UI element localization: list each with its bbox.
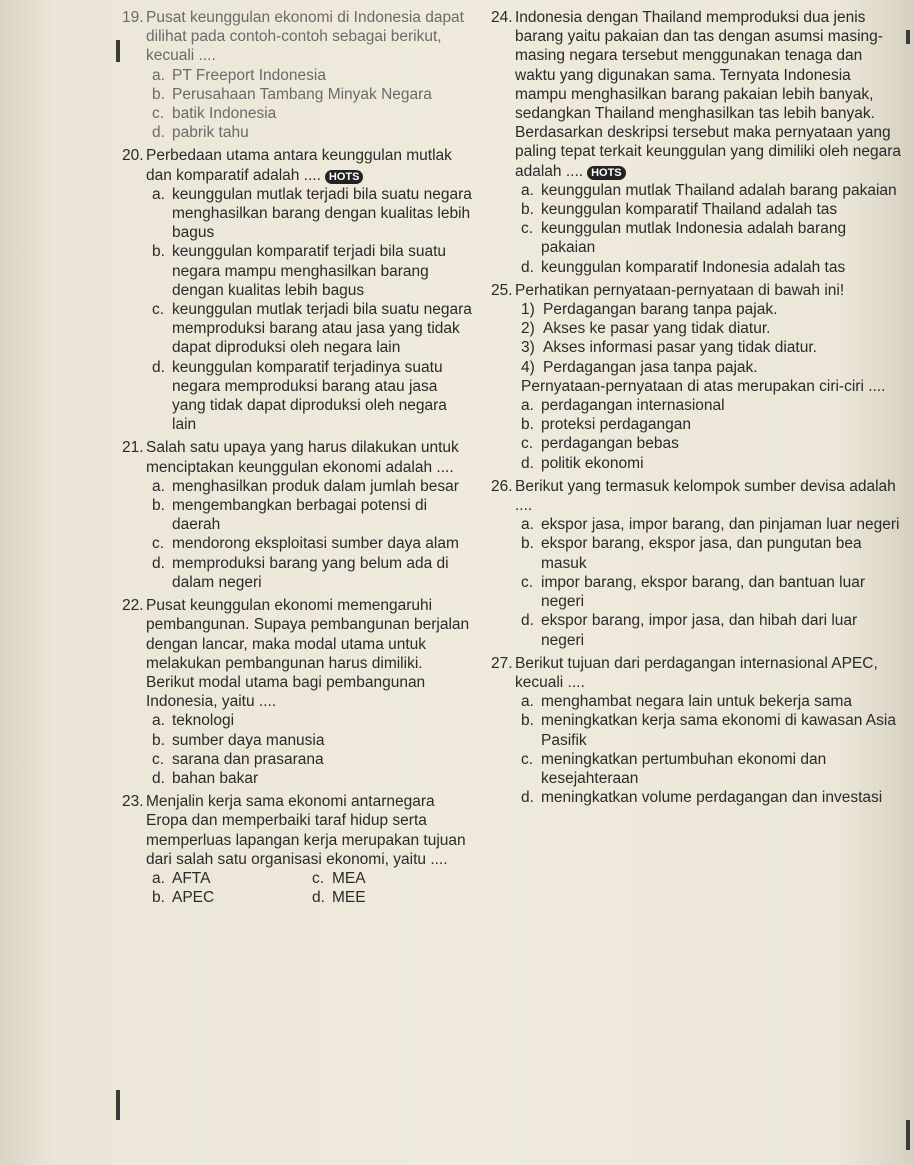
option-text: APEC [172, 889, 215, 907]
question-stem: Berikut yang termasuk kelompok sumber devisa adalah .... [515, 477, 896, 515]
option-letter: d. [521, 612, 534, 630]
option-letter: d. [521, 454, 534, 472]
option-b [122, 242, 472, 300]
option-letter: c. [521, 573, 534, 591]
option-b [152, 888, 312, 907]
option-letter: a. [152, 869, 165, 887]
question-stem: Pusat keunggulan ekonomi di Indonesia dapat dilihat pada contoh-contoh sebagai berikut, kecuali .... [146, 9, 464, 65]
option-letter: b. [521, 712, 534, 730]
question-number: 20. [122, 147, 144, 165]
option-text: keunggulan mutlak terjadi bila suatu negara menghasilkan barang dengan kualitas lebih bagus [172, 185, 472, 242]
option-text: keunggulan komparatif terjadi bila suatu negara mampu menghasilkan barang dengan kualitas lebih bagus [172, 243, 447, 299]
option-text: sarana dan prasarana [172, 750, 324, 768]
option-letter: 2) [521, 320, 535, 338]
option-letter: b. [152, 243, 165, 261]
question-20 [122, 146, 472, 434]
option-c [122, 534, 472, 553]
option-d [122, 358, 472, 435]
statement-item [491, 319, 903, 338]
option-text: keunggulan komparatif terjadinya suatu negara memproduksi barang atau jasa yang tidak dapat diproduksi oleh negara lain [172, 358, 447, 434]
option-letter: d. [152, 124, 165, 142]
option-c [122, 300, 472, 358]
option-a [491, 181, 903, 200]
option-a [122, 66, 472, 85]
option-text: Perdagangan barang tanpa pajak. [543, 301, 778, 319]
option-text: keunggulan komparatif Thailand adalah tas [541, 201, 838, 219]
option-b [122, 731, 472, 750]
right-column [491, 8, 903, 811]
option-letter: 3) [521, 339, 535, 357]
question-number: 22. [122, 597, 144, 615]
option-letter: b. [152, 889, 165, 907]
question-stem: Perbedaan utama antara keunggulan mutlak dan komparatif adalah .... HOTS [146, 147, 452, 184]
option-text: Perdagangan jasa tanpa pajak. [543, 358, 758, 376]
option-letter: b. [152, 497, 165, 515]
option-a [122, 477, 472, 496]
option-letter: d. [521, 258, 534, 276]
option-letter: d. [312, 889, 325, 907]
option-text: bahan bakar [172, 769, 259, 787]
option-d [122, 769, 472, 788]
question-number: 23. [122, 793, 144, 811]
option-text: meningkatkan volume perdagangan dan investasi [541, 789, 883, 807]
option-c [122, 750, 472, 769]
page-edge-mark [906, 1120, 910, 1150]
question-22 [122, 596, 472, 788]
option-a [122, 185, 472, 243]
option-text: sumber daya manusia [172, 731, 325, 749]
option-text: Perusahaan Tambang Minyak Negara [172, 85, 432, 103]
option-c [491, 219, 903, 257]
page-edge-mark [116, 40, 120, 62]
question-24 [491, 8, 903, 277]
question-stem: Indonesia dengan Thailand memproduksi dua jenis barang yaitu pakaian dan tas dengan asumsi masing-masing negara tersebut menggunakan tenaga dan waktu yang digunakan sama. Ternyata Indonesia mampu menghasilkan barang pakaian lebih banyak, sedangkan Thailand menghasilkan tas lebih banyak. Berdasarkan deskripsi tersebut maka pernyataan yang paling tepat terkait keunggulan yang dimiliki oleh negara adalah .... HOTS [515, 9, 902, 180]
option-text: keunggulan mutlak terjadi bila suatu negara memproduksi barang atau jasa yang tidak dapat diproduksi oleh negara lain [172, 301, 472, 357]
option-text: mendorong eksploitasi sumber daya alam [172, 535, 459, 553]
option-letter: a. [152, 66, 165, 84]
option-letter: c. [152, 750, 165, 768]
question-stem: Berikut tujuan dari perdagangan internasional APEC, kecuali .... [515, 654, 878, 691]
option-text: perdagangan bebas [541, 435, 679, 453]
option-d [491, 454, 903, 473]
option-letter: b. [521, 201, 534, 219]
option-text: teknologi [172, 712, 235, 730]
statement-item [491, 358, 903, 377]
option-b [491, 200, 903, 219]
option-text: PT Freeport Indonesia [172, 66, 326, 84]
option-d [122, 554, 472, 592]
statement-item [491, 338, 903, 357]
option-a [122, 711, 472, 730]
option-a [491, 692, 903, 711]
question-23 [122, 792, 472, 907]
option-text: meningkatkan kerja sama ekonomi di kawasan Asia Pasifik [541, 712, 896, 749]
option-letter: c. [521, 435, 534, 453]
option-letter: a. [521, 397, 534, 415]
option-letter: a. [521, 516, 534, 534]
option-text: menghasilkan produk dalam jumlah besar [172, 477, 459, 495]
option-letter: b. [152, 731, 165, 749]
option-text: mengembangkan berbagai potensi di daerah [172, 497, 428, 534]
option-letter: b. [152, 85, 165, 103]
option-letter: b. [521, 416, 534, 434]
options-row [122, 869, 472, 888]
option-letter: c. [312, 869, 325, 887]
question-26 [491, 477, 903, 650]
option-text: meningkatkan pertumbuhan ekonomi dan kesejahteraan [541, 750, 827, 787]
option-text: pabrik tahu [172, 124, 249, 142]
option-letter: d. [521, 789, 534, 807]
option-letter: a. [152, 477, 165, 495]
option-d [491, 788, 903, 807]
question-27 [491, 654, 903, 808]
option-text: menghambat negara lain untuk bekerja sama [541, 693, 853, 711]
option-letter: a. [521, 181, 534, 199]
page-edge-mark [116, 1090, 120, 1120]
option-c [491, 750, 903, 788]
option-text: politik ekonomi [541, 454, 644, 472]
hots-badge: HOTS [587, 166, 626, 180]
option-letter: 4) [521, 358, 535, 376]
option-text: Akses informasi pasar yang tidak diatur. [543, 339, 817, 357]
question-25 [491, 281, 903, 473]
option-letter: b. [521, 535, 534, 553]
option-c [491, 434, 903, 453]
question-follow-up: Pernyataan-pernyataan di atas merupakan ciri-ciri .... [521, 377, 886, 395]
option-d [491, 258, 903, 277]
option-c [491, 573, 903, 611]
option-text: ekspor barang, ekspor jasa, dan pungutan bea masuk [541, 535, 862, 572]
option-text: MEA [332, 869, 366, 887]
option-letter: c. [152, 105, 165, 123]
option-text: impor barang, ekspor barang, dan bantuan luar negeri [541, 573, 865, 611]
page-edge-mark [906, 30, 910, 44]
question-number: 25. [491, 281, 513, 299]
option-d [312, 888, 472, 907]
question-stem: Pusat keunggulan ekonomi memengaruhi pembangunan. Supaya pembangunan berjalan dengan lancar, maka modal utama untuk melakukan pembangunan harus dimiliki. Berikut modal utama bagi pembangunan Indonesia, yaitu .... [146, 597, 470, 711]
option-text: perdagangan internasional [541, 397, 725, 415]
option-b [491, 415, 903, 434]
statement-item [491, 300, 903, 319]
option-letter: a. [152, 712, 165, 730]
option-letter: d. [152, 358, 165, 376]
option-a [491, 396, 903, 415]
option-text: ekspor barang, impor jasa, dan hibah dari luar negeri [541, 612, 858, 649]
options-row [122, 888, 472, 907]
option-letter: c. [521, 220, 534, 238]
option-b [491, 711, 903, 749]
question-stem: Perhatikan pernyataan-pernyataan di bawah ini! [515, 281, 845, 299]
option-letter: a. [521, 693, 534, 711]
question-number: 26. [491, 477, 513, 495]
option-a [152, 869, 312, 888]
option-b [122, 496, 472, 534]
option-text: MEE [332, 889, 366, 907]
question-number: 27. [491, 654, 513, 672]
option-text: keunggulan komparatif Indonesia adalah tas [541, 258, 846, 276]
left-column [122, 8, 472, 911]
option-letter: a. [152, 185, 165, 203]
option-text: Akses ke pasar yang tidak diatur. [543, 320, 771, 338]
option-text: batik Indonesia [172, 105, 277, 123]
question-number: 21. [122, 439, 144, 457]
question-stem: Menjalin kerja sama ekonomi antarnegara Eropa dan memperbaiki taraf hidup serta memperluas lapangan kerja merupakan tujuan dari salah satu organisasi ekonomi, yaitu .... [146, 793, 466, 868]
option-c [122, 104, 472, 123]
option-text: AFTA [172, 869, 211, 887]
option-text: keunggulan mutlak Indonesia adalah barang pakaian [541, 220, 847, 257]
option-text: ekspor jasa, impor barang, dan pinjaman luar negeri [541, 516, 900, 534]
option-text: proteksi perdagangan [541, 416, 691, 434]
option-letter: c. [152, 535, 165, 553]
option-letter: d. [152, 769, 165, 787]
option-d [122, 123, 472, 142]
question-21 [122, 438, 472, 592]
option-b [491, 534, 903, 572]
option-d [491, 611, 903, 649]
option-b [122, 85, 472, 104]
question-number: 24. [491, 9, 513, 26]
option-letter: d. [152, 554, 165, 572]
option-c [312, 869, 472, 888]
question-19 [122, 8, 472, 142]
option-letter: c. [521, 750, 534, 768]
question-stem: Salah satu upaya yang harus dilakukan untuk menciptakan keunggulan ekonomi adalah .... [146, 439, 459, 476]
question-number: 19. [122, 9, 144, 26]
option-a [491, 515, 903, 534]
option-letter: c. [152, 301, 165, 319]
hots-badge: HOTS [325, 170, 364, 184]
option-text: keunggulan mutlak Thailand adalah barang pakaian [541, 181, 897, 199]
option-text: memproduksi barang yang belum ada di dalam negeri [172, 554, 449, 591]
option-letter: 1) [521, 301, 535, 319]
